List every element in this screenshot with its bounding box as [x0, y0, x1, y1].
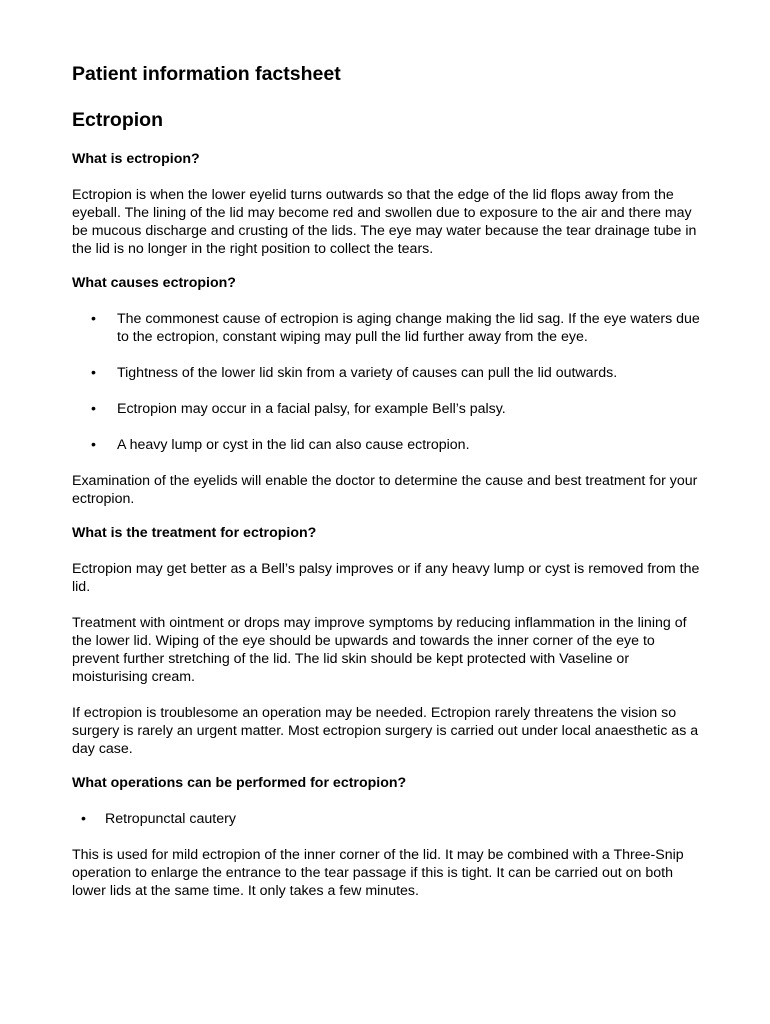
section-heading-what-is: What is ectropion? — [72, 151, 200, 167]
causes-bullet-list — [72, 310, 702, 454]
list-item — [72, 400, 702, 418]
list-item-text: Ectropion may occur in a facial palsy, for example Bell’s palsy. — [117, 401, 506, 417]
list-item-text: Tightness of the lower lid skin from a variety of causes can pull the lid outwards. — [117, 365, 618, 381]
list-item — [72, 810, 702, 828]
section-heading-causes: What causes ectropion? — [72, 275, 236, 291]
list-item — [72, 364, 702, 382]
section-treatment — [72, 524, 702, 758]
bullet-icon: • — [91, 437, 96, 453]
section-causes — [72, 274, 702, 508]
paragraph: Treatment with ointment or drops may improve symptoms by reducing inflammation in the lining of the lower lid. Wiping of the eye should be upwards and towards the inner corner of the eye to prevent further stretching of the lid. The lid skin should be kept protected with Vaseline or moisturising cream. — [72, 615, 687, 685]
bullet-icon: • — [91, 311, 96, 327]
list-item-text: Retropunctal cautery — [105, 811, 236, 827]
paragraph: If ectropion is troublesome an operation may be needed. Ectropion rarely threatens the vision so surgery is rarely an urgent matter. Most ectropion surgery is carried out under local anaesthetic as a day case. — [72, 705, 699, 757]
list-item — [72, 310, 702, 346]
paragraph: Examination of the eyelids will enable the doctor to determine the cause and best treatment for your ectropion. — [72, 473, 698, 507]
list-item — [72, 436, 702, 454]
paragraph: Ectropion is when the lower eyelid turns outwards so that the edge of the lid flops away from the eyeball. The lining of the lid may become red and swollen due to exposure to the air and there may be mucous discharge and crusting of the lids. The eye may water because the tear drainage tube in the lid is no longer in the right position to collect the tears. — [72, 187, 697, 257]
operations-bullet-list — [72, 810, 702, 828]
paragraph: This is used for mild ectropion of the inner corner of the lid. It may be combined with a Three-Snip operation to enlarge the entrance to the tear passage if this is tight. It can be carried out on both lower lids at the same time. It only takes a few minutes. — [72, 847, 684, 899]
bullet-icon: • — [91, 365, 96, 381]
section-operations — [72, 774, 702, 900]
list-item-text: The commonest cause of ectropion is aging change making the lid sag. If the eye waters due to the ectropion, constant wiping may pull the lid further away from the eye. — [117, 311, 700, 345]
document-page — [72, 60, 702, 900]
bullet-icon: • — [81, 811, 86, 827]
section-what-is — [72, 150, 702, 258]
list-item-text: A heavy lump or cyst in the lid can also cause ectropion. — [117, 437, 470, 453]
document-title: Patient information factsheet — [72, 63, 341, 85]
section-heading-treatment: What is the treatment for ectropion? — [72, 525, 317, 541]
paragraph: Ectropion may get better as a Bell’s palsy improves or if any heavy lump or cyst is removed from the lid. — [72, 561, 700, 595]
document-subtitle: Ectropion — [72, 109, 163, 131]
section-heading-operations: What operations can be performed for ectropion? — [72, 775, 407, 791]
bullet-icon: • — [91, 401, 96, 417]
